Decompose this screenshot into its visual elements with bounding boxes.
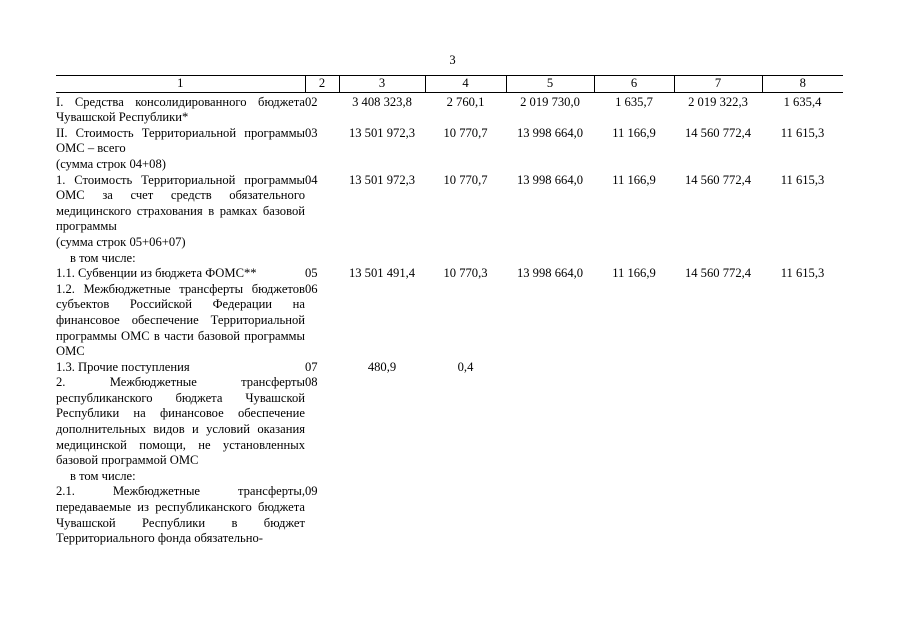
row-code: 02	[305, 94, 318, 109]
row-value	[594, 282, 674, 360]
row-description: 1. Стоимость Территориальной программы ОМС за счет средств обязательного медицинского страхования в рамках базовой программы	[56, 172, 305, 234]
row-code: 04	[305, 172, 318, 187]
header-col-7: 7	[674, 76, 762, 93]
row-value: 13 501 491,4	[348, 266, 416, 281]
table-row	[56, 266, 843, 282]
table-row	[56, 282, 843, 360]
row-code: 09	[305, 484, 318, 499]
table-row	[56, 251, 843, 267]
row-value: 13 998 664,0	[516, 172, 584, 187]
row-value	[762, 484, 843, 546]
table-row	[56, 469, 843, 485]
header-col-1: 1	[56, 76, 305, 93]
row-value	[762, 251, 843, 267]
row-value: 1 635,7	[615, 94, 653, 109]
row-value	[674, 251, 762, 267]
row-value	[594, 469, 674, 485]
row-value: 11 615,3	[780, 266, 825, 281]
row-value: 11 615,3	[780, 172, 825, 187]
row-value: 3 408 323,8	[352, 94, 412, 109]
row-value: 11 166,9	[612, 125, 656, 140]
row-value	[674, 469, 762, 485]
row-value: 13 998 664,0	[516, 266, 584, 281]
row-value	[594, 360, 674, 376]
row-value	[762, 282, 843, 360]
financing-table	[56, 75, 843, 547]
row-value	[762, 375, 843, 469]
row-code: 03	[305, 125, 318, 140]
row-value	[339, 375, 425, 469]
row-value	[594, 251, 674, 267]
row-value: 13 501 972,3	[348, 172, 416, 187]
row-value: 11 166,9	[612, 172, 656, 187]
header-col-6: 6	[594, 76, 674, 93]
row-value: 11 615,3	[780, 125, 825, 140]
row-value: 2 760,1	[446, 94, 485, 109]
row-description-cell	[56, 469, 305, 485]
row-value: 10 770,3	[443, 266, 488, 281]
header-col-2: 2	[305, 76, 339, 93]
row-value: 14 560 772,4	[684, 125, 752, 140]
header-row	[56, 76, 843, 93]
row-value: 0,4	[457, 359, 474, 374]
row-value	[506, 484, 594, 546]
header-col-5: 5	[506, 76, 594, 93]
row-description: II. Стоимость Территориальной программы ОМС – всего	[56, 125, 305, 156]
table-row	[56, 360, 843, 376]
row-value	[674, 375, 762, 469]
row-value	[506, 375, 594, 469]
row-value: 14 560 772,4	[684, 172, 752, 187]
row-value	[425, 375, 506, 469]
row-value: 2 019 322,3	[688, 94, 748, 109]
row-value: 1 635,4	[783, 94, 822, 109]
row-description-cell	[56, 251, 305, 267]
table-row	[56, 375, 843, 469]
row-description: в том числе:	[70, 250, 136, 265]
row-value	[674, 282, 762, 360]
row-value: 10 770,7	[443, 172, 488, 187]
table-row	[56, 173, 843, 251]
row-value	[425, 469, 506, 485]
row-value	[339, 282, 425, 360]
row-description-cell	[56, 126, 305, 173]
row-value	[594, 484, 674, 546]
row-code	[305, 251, 339, 267]
row-code	[305, 469, 339, 485]
row-description: 2.1. Межбюджетные трансферты, передаваемые из республиканского бюджета Чувашской Республики в бюджет Территориального фонда обязательно-	[56, 484, 305, 546]
row-value	[674, 484, 762, 546]
table-row	[56, 92, 843, 126]
row-value	[339, 251, 425, 267]
row-description: 2. Межбюджетные трансферты республиканского бюджета Чувашской Республики на финансовое обеспечение дополнительных видов и условий оказания медицинской помощи, не установленных базовой программой ОМС	[56, 375, 305, 468]
row-value: 14 560 772,4	[684, 266, 752, 281]
row-value: 480,9	[367, 359, 397, 374]
header-col-3: 3	[339, 76, 425, 93]
row-description-note: (сумма строк 04+08)	[56, 156, 166, 171]
row-value	[762, 469, 843, 485]
row-value	[506, 251, 594, 267]
table-row	[56, 126, 843, 173]
row-value: 11 166,9	[612, 266, 656, 281]
row-value	[425, 251, 506, 267]
row-description-cell	[56, 173, 305, 251]
row-value	[339, 469, 425, 485]
row-value	[506, 469, 594, 485]
row-code: 05	[305, 266, 318, 281]
header-col-8: 8	[762, 76, 843, 93]
row-value	[594, 375, 674, 469]
header-col-4: 4	[425, 76, 506, 93]
row-value: 13 998 664,0	[516, 125, 584, 140]
row-value: 13 501 972,3	[348, 125, 416, 140]
row-value	[425, 484, 506, 546]
row-description: I. Средства консолидированного бюджета Чувашской Республики*	[56, 94, 305, 125]
row-value	[762, 360, 843, 376]
row-description: 1.3. Прочие поступления	[56, 359, 190, 374]
row-value	[674, 360, 762, 376]
row-code: 07	[305, 359, 318, 374]
row-description: 1.2. Межбюджетные трансферты бюджетов субъектов Российской Федерации на финансовое обеспечение Территориальной программы ОМС в части базовой программы ОМС	[56, 281, 305, 359]
table-row	[56, 484, 843, 546]
row-value	[425, 282, 506, 360]
row-value	[506, 360, 594, 376]
page-number: 3	[449, 53, 456, 67]
row-value: 2 019 730,0	[520, 94, 580, 109]
row-code: 08	[305, 375, 318, 390]
row-value	[506, 282, 594, 360]
row-value: 10 770,7	[443, 125, 488, 140]
row-description: 1.1. Субвенции из бюджета ФОМС**	[56, 266, 257, 281]
row-value	[339, 484, 425, 546]
row-description: в том числе:	[70, 468, 136, 483]
row-description-note: (сумма строк 05+06+07)	[56, 234, 186, 249]
row-code: 06	[305, 281, 318, 296]
